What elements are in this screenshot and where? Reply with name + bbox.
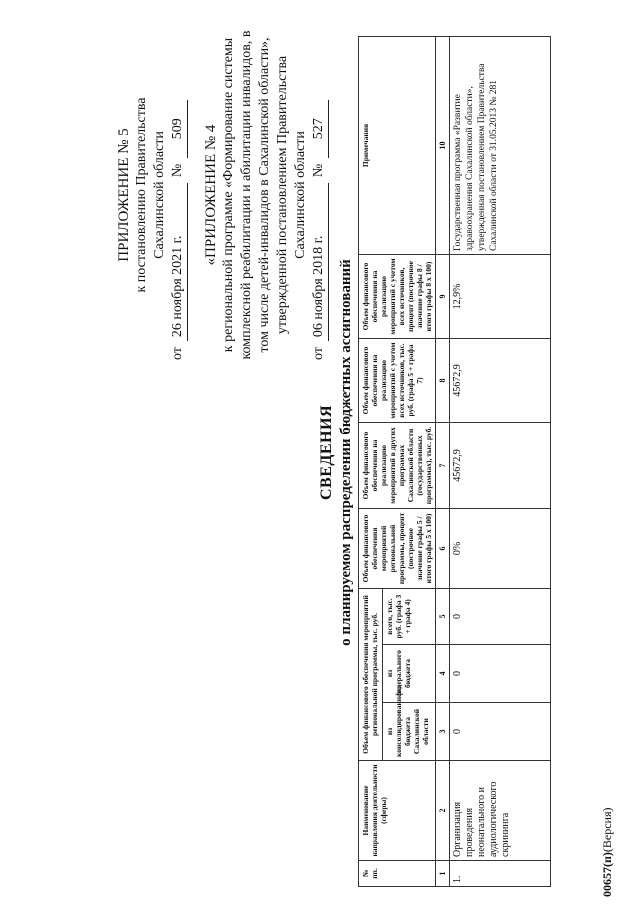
from-label-2: от	[311, 347, 326, 360]
row-federal-budget: 0	[450, 645, 551, 703]
column-number: 3	[436, 703, 450, 761]
program-decree-number: 527	[310, 100, 329, 158]
header-direction: Наименование направления деятельности (сферы)	[359, 761, 436, 861]
column-number: 1	[436, 861, 450, 887]
program-description: к региональной программе «Формирование системы комплексной реабилитации и абилитации инвалидов, в том числе детей-инвалидов в Сахалинской области», утвержденной постановлением Правительства Сахалинской области	[221, 30, 308, 360]
document-title: СВЕДЕНИЯ	[318, 404, 335, 501]
document-subtitle: о планируемом распределении бюджетных ассигнований	[338, 259, 354, 646]
row-all-sources: 45672,9	[450, 339, 551, 423]
table-row	[450, 37, 551, 887]
header-other-programs: Объем финансового обеспечения на реализацию мероприятий в других программах Сахалинской области (государственных программах), тыс. руб.	[359, 423, 436, 509]
row-notes: Государственная программа «Развитие здравоохранения Сахалинской области», утвержденная постановлением Правительства Сахалинской области от 31.05.2013 № 281	[450, 37, 551, 255]
header-all-sources-percent: Объем финансового обеспечения на реализацию мероприятий с учетом всех источников, процент (построчное значение графы 8 / итого графы 8 х 100)	[359, 255, 436, 339]
from-label: от	[170, 347, 185, 360]
appendix-line-2: к постановлению Правительства	[134, 97, 149, 293]
column-number: 8	[436, 339, 450, 423]
column-number: 4	[436, 645, 450, 703]
column-number-row	[436, 37, 450, 887]
table-header-row	[359, 37, 383, 887]
column-number: 5	[436, 589, 450, 645]
document-version: (Версия)	[600, 807, 614, 853]
budget-table	[358, 36, 551, 887]
header-financing-group: Объем финансового обеспечения мероприятий региональной программы, тыс. руб.	[359, 589, 383, 761]
header-number: № пп.	[359, 861, 436, 887]
column-number: 6	[436, 509, 450, 589]
column-number: 9	[436, 255, 450, 339]
appendix-header	[115, 30, 329, 360]
column-number: 7	[436, 423, 450, 509]
row-number: 1.	[450, 861, 551, 887]
decree-number: 509	[169, 100, 188, 158]
number-label-2: №	[311, 163, 326, 178]
row-all-sources-percent: 12,9%	[450, 255, 551, 339]
header-total: всего, тыс. руб. (графа 3 + графа 4)	[383, 589, 436, 645]
header-federal-budget: из федерального бюджета	[383, 645, 436, 703]
header-regional-budget: из консолидированного бюджета Сахалинской области	[383, 703, 436, 761]
row-other-programs: 45672,9	[450, 423, 551, 509]
decree-date: 26 ноября 2021 г.	[169, 183, 188, 341]
appendix-date-line	[169, 30, 188, 360]
header-all-sources: Объем финансового обеспечения на реализацию мероприятий с учетом всех источников, тыс. руб. (графа 5 + графа 7)	[359, 339, 436, 423]
quoted-appendix-title: «ПРИЛОЖЕНИЕ № 4	[203, 124, 219, 266]
column-number: 10	[436, 37, 450, 255]
number-label: №	[170, 163, 185, 178]
appendix-line-3: Сахалинской области	[152, 131, 167, 259]
header-percent: Объем финансового обеспечения мероприятий региональной программы, процент (построчное значение графы 5 / итого графы 5 х 100)	[359, 509, 436, 589]
row-regional-budget: 0	[450, 703, 551, 761]
document-footer	[600, 808, 615, 898]
column-number: 2	[436, 761, 450, 861]
document-code: 00657(п)	[600, 852, 614, 897]
row-direction-name: Организация проведения неонатального и аудиологического скрининга	[450, 761, 551, 861]
row-percent: 0%	[450, 509, 551, 589]
program-decree-date: 06 ноября 2018 г.	[310, 183, 329, 341]
row-total: 0	[450, 589, 551, 645]
appendix-title: ПРИЛОЖЕНИЕ № 5	[116, 128, 132, 262]
header-notes: Примечания	[359, 37, 436, 255]
